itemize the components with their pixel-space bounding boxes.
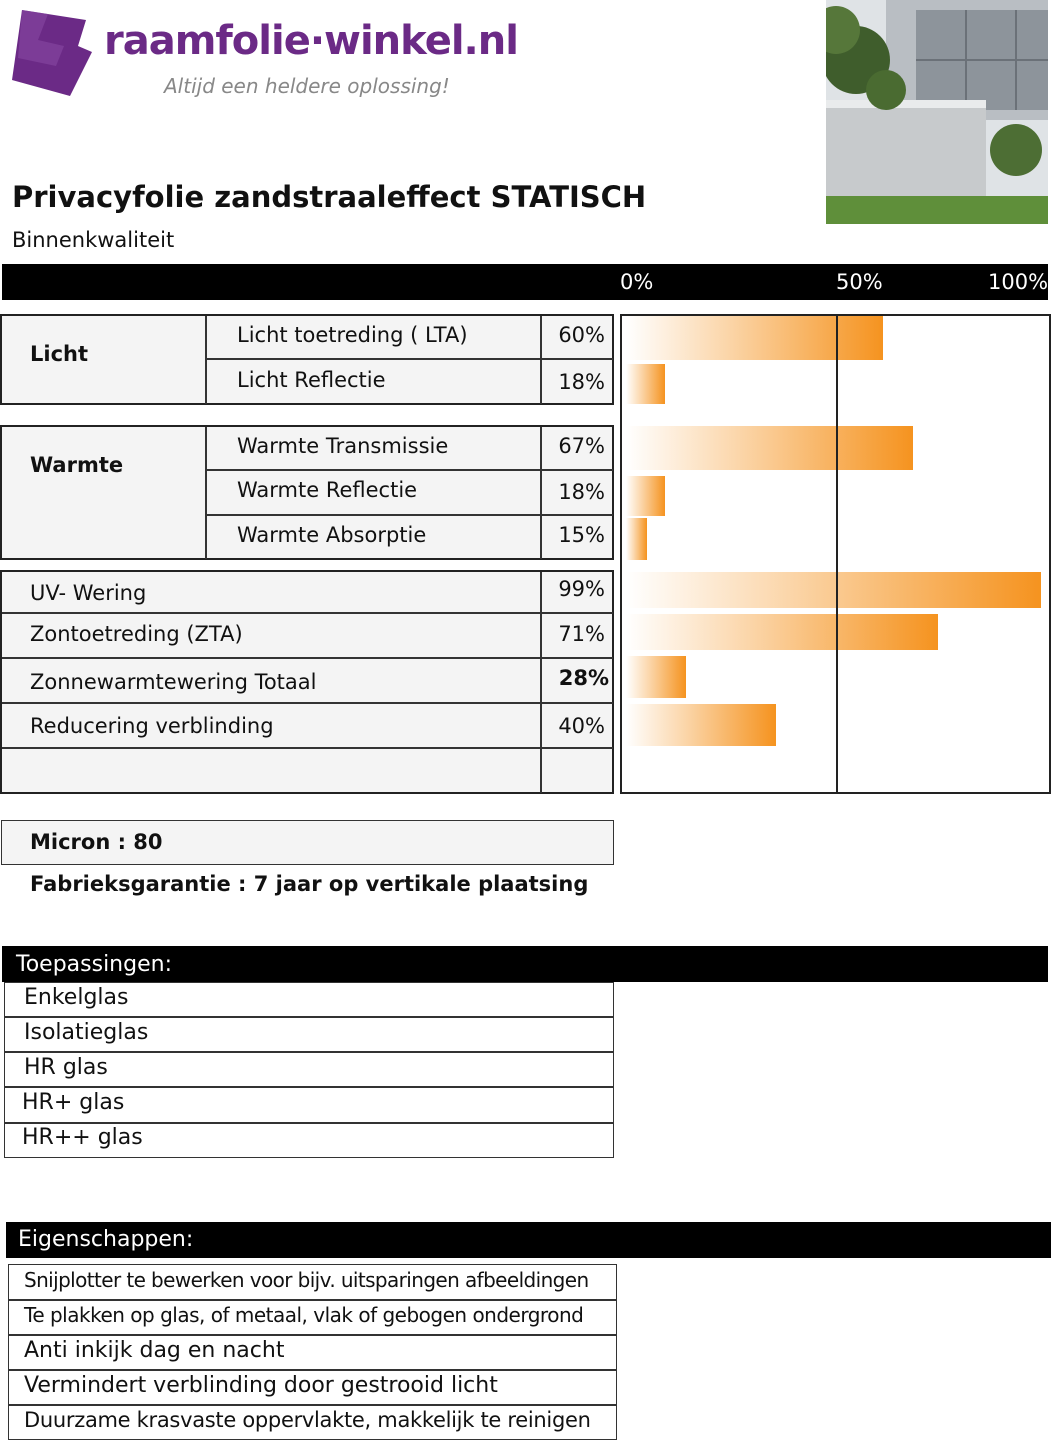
row-divider xyxy=(5,1016,613,1018)
bar-chart xyxy=(620,314,1051,794)
row-value-licht-reflectie: 18% xyxy=(558,370,605,394)
row-divider xyxy=(9,1369,616,1371)
row-divider xyxy=(206,469,613,471)
column-divider xyxy=(205,427,207,559)
bar-reducering-verblinding xyxy=(626,704,776,746)
application-item: Isolatieglas xyxy=(24,1020,149,1045)
row-divider xyxy=(206,358,613,360)
row-label-zta: Zontoetreding (ZTA) xyxy=(30,622,243,646)
warmte-group-label: Warmte xyxy=(30,453,124,477)
row-value-zonnewarmtewering: 28% xyxy=(558,666,609,690)
property-item: Vermindert verblinding door gestrooid licht xyxy=(24,1373,498,1398)
brand-tagline: Altijd een heldere oplossing! xyxy=(164,74,450,98)
application-item: HR++ glas xyxy=(22,1125,143,1150)
row-divider xyxy=(2,612,613,614)
chart-50-percent-line xyxy=(836,316,838,792)
row-label-licht-reflectie: Licht Reflectie xyxy=(237,368,386,392)
column-divider xyxy=(205,316,207,404)
row-divider xyxy=(5,1051,613,1053)
row-value-reducering-verblinding: 40% xyxy=(558,714,605,738)
bar-zta xyxy=(626,614,938,650)
row-value-uv-wering: 99% xyxy=(558,577,605,601)
licht-group-label: Licht xyxy=(30,342,89,366)
column-divider xyxy=(540,572,542,793)
row-divider xyxy=(2,657,613,659)
application-item: Enkelglas xyxy=(24,985,129,1010)
scale-header-bar xyxy=(2,264,1048,300)
row-divider xyxy=(5,1122,613,1124)
row-divider xyxy=(5,1086,613,1088)
row-value-warmte-reflectie: 18% xyxy=(558,480,605,504)
application-item: HR+ glas xyxy=(22,1090,125,1115)
bar-licht-reflectie xyxy=(626,364,665,404)
product-subtitle: Binnenkwaliteit xyxy=(12,228,175,252)
bar-warmte-absorptie xyxy=(626,518,647,560)
application-item: HR glas xyxy=(24,1055,108,1080)
row-divider xyxy=(206,514,613,516)
row-divider xyxy=(9,1404,616,1406)
row-label-uv-wering: UV- Wering xyxy=(30,581,147,605)
property-item: Duurzame krasvaste oppervlakte, makkelijk te reinigen xyxy=(24,1408,591,1432)
row-divider xyxy=(2,702,613,704)
row-divider xyxy=(2,747,613,749)
brand-name: raamfolie·winkel.nl xyxy=(104,18,518,64)
scale-tick-100: 100% xyxy=(988,270,1049,294)
row-value-warmte-absorptie: 15% xyxy=(558,523,605,547)
bar-zonnewarmtewering xyxy=(626,656,686,698)
row-label-lta: Licht toetreding ( LTA) xyxy=(237,323,468,347)
bar-uv-wering xyxy=(626,572,1041,608)
scale-tick-50: 50% xyxy=(836,270,883,294)
row-label-reducering-verblinding: Reducering verblinding xyxy=(30,714,274,738)
row-label-warmte-reflectie: Warmte Reflectie xyxy=(237,478,418,502)
row-value-warmte-transmissie: 67% xyxy=(558,434,605,458)
property-item: Anti inkijk dag en nacht xyxy=(24,1338,285,1363)
row-divider xyxy=(9,1334,616,1336)
row-value-zta: 71% xyxy=(558,622,605,646)
row-value-lta: 60% xyxy=(558,323,605,347)
micron-value: Micron : 80 xyxy=(30,830,163,854)
property-item: Te plakken op glas, of metaal, vlak of gebogen ondergrond xyxy=(24,1303,584,1327)
bar-lta xyxy=(626,316,883,360)
product-photo xyxy=(826,0,1048,224)
row-label-warmte-transmissie: Warmte Transmissie xyxy=(237,434,449,458)
row-divider xyxy=(9,1299,616,1301)
brand-logo-icon xyxy=(8,6,92,98)
row-label-warmte-absorptie: Warmte Absorptie xyxy=(237,523,427,547)
product-title: Privacyfolie zandstraaleffect STATISCH xyxy=(12,180,647,214)
property-item: Snijplotter te bewerken voor bijv. uitsparingen afbeeldingen xyxy=(24,1268,589,1292)
applications-title: Toepassingen: xyxy=(16,952,172,977)
row-label-zonnewarmtewering: Zonnewarmtewering Totaal xyxy=(30,670,317,694)
warranty-text: Fabrieksgarantie : 7 jaar op vertikale plaatsing xyxy=(30,872,589,896)
scale-tick-0: 0% xyxy=(620,270,654,294)
bar-warmte-transmissie xyxy=(626,426,913,470)
properties-title: Eigenschappen: xyxy=(18,1227,194,1252)
bar-warmte-reflectie xyxy=(626,476,665,516)
